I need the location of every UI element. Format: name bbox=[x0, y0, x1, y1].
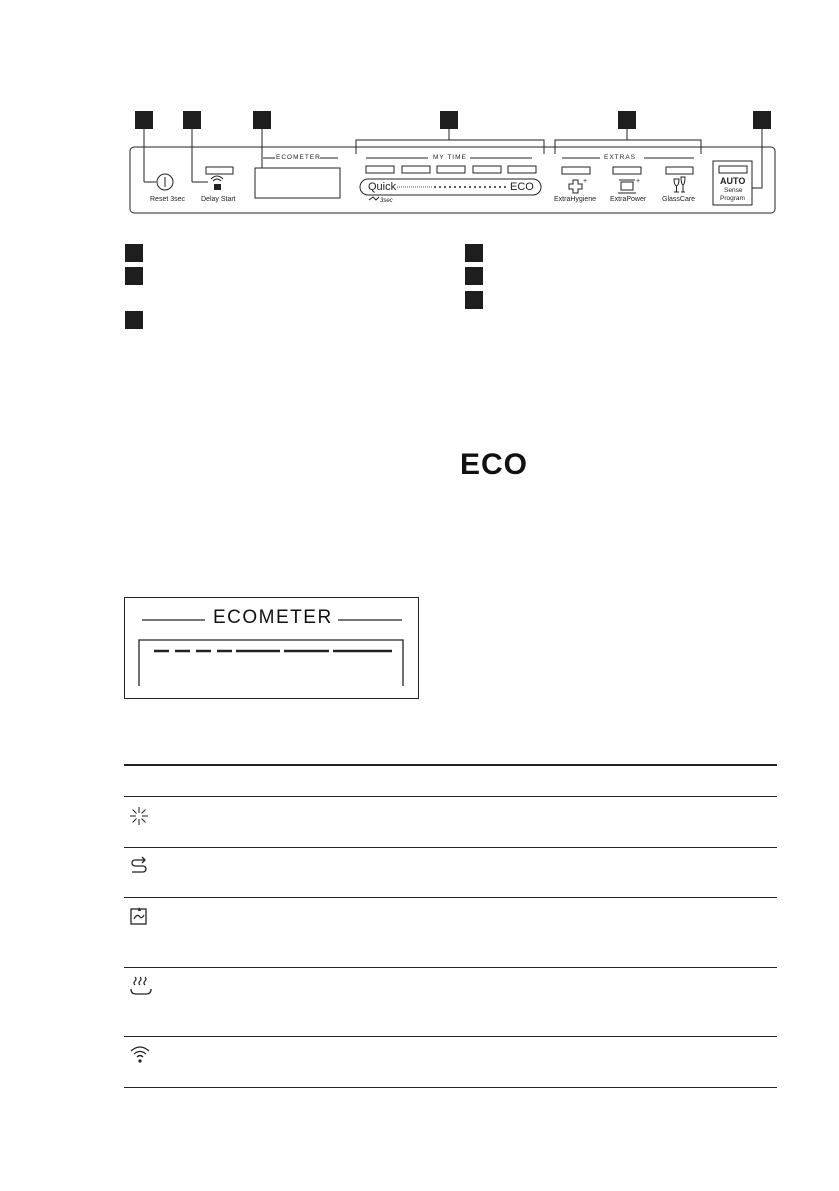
hold-3sec-label: 3sec bbox=[380, 198, 393, 204]
delay-start-label: Delay Start bbox=[201, 196, 236, 203]
legend-marker-3 bbox=[125, 311, 143, 329]
svg-text:+: + bbox=[636, 178, 641, 185]
extra-power-label: ExtraPower bbox=[610, 196, 647, 203]
indicator-table bbox=[124, 764, 777, 1088]
eco-label: ECO bbox=[510, 181, 534, 193]
legend-marker-4 bbox=[465, 244, 483, 262]
eco-logo: ECO bbox=[460, 448, 529, 481]
wifi-icon bbox=[129, 1044, 151, 1064]
drying-icon bbox=[129, 975, 153, 997]
rinse-aid-icon bbox=[129, 806, 149, 826]
auto-label: AUTO bbox=[720, 176, 746, 186]
quick-label: Quick bbox=[368, 181, 397, 193]
legend-marker-6 bbox=[465, 291, 483, 309]
program-label: Program bbox=[720, 195, 745, 202]
legend-marker-2 bbox=[125, 267, 143, 285]
ecometer-caption: ECOMETER bbox=[276, 154, 321, 161]
legend-marker-1 bbox=[125, 244, 143, 262]
svg-text:+: + bbox=[583, 178, 588, 185]
control-panel-drawing bbox=[0, 0, 839, 230]
sense-label: Sense bbox=[724, 187, 743, 194]
ecometer-large-caption: ECOMETER bbox=[213, 607, 333, 628]
regenerating-salt-icon bbox=[129, 856, 149, 876]
extra-hygiene-label: ExtraHygiene bbox=[554, 196, 597, 203]
ecometer-illustration bbox=[124, 597, 419, 699]
legend-marker-5 bbox=[465, 267, 483, 285]
my-time-caption: MY TIME bbox=[433, 154, 467, 161]
reset-label: Reset 3sec bbox=[150, 196, 186, 203]
machine-care-icon bbox=[129, 906, 149, 926]
extras-caption: EXTRAS bbox=[604, 154, 637, 161]
glass-care-label: GlassCare bbox=[662, 196, 696, 203]
